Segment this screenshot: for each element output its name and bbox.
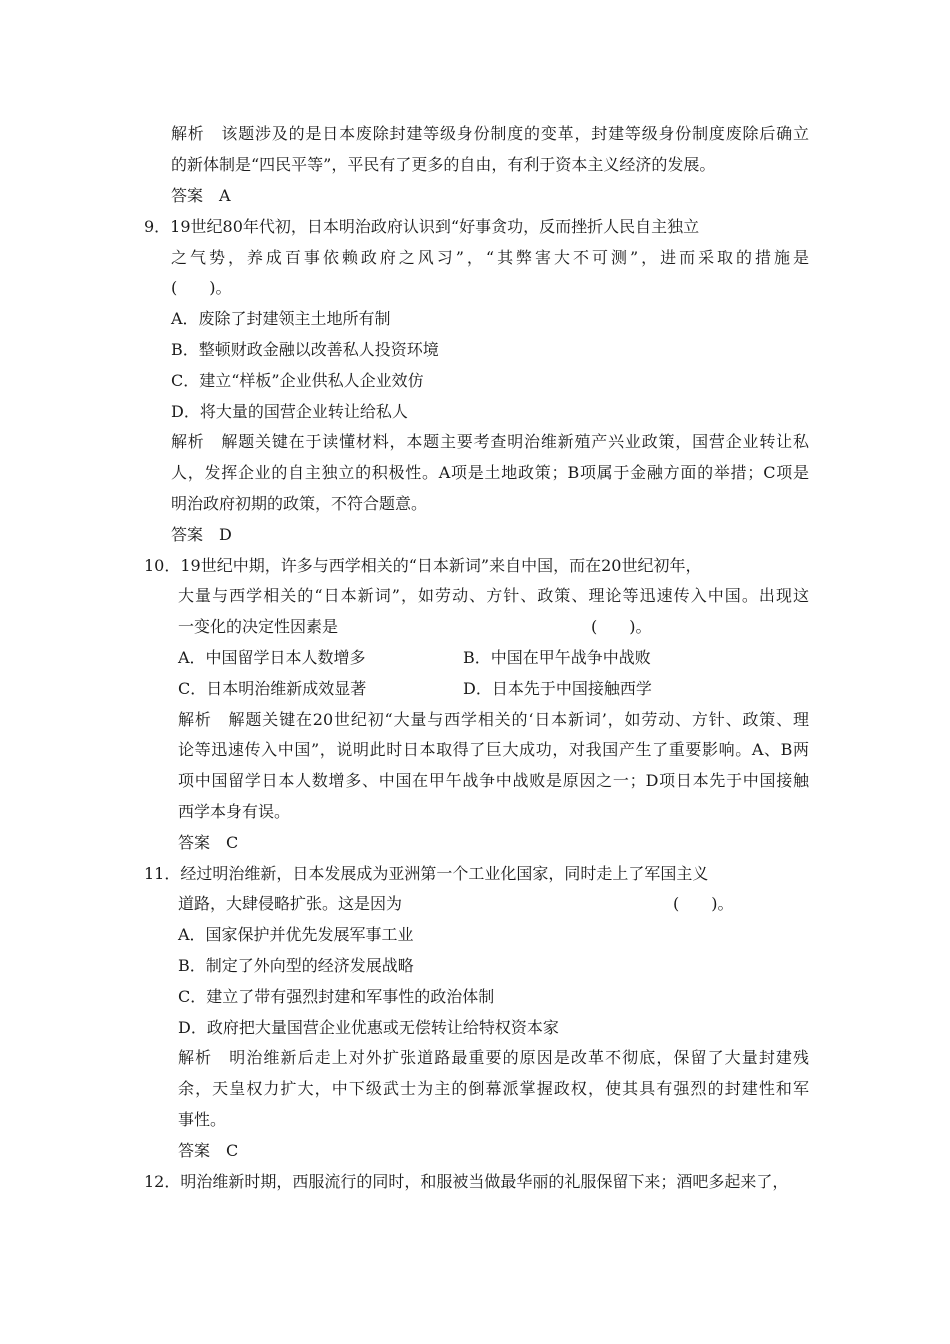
q11-answer-blank: ( )。: [673, 894, 734, 913]
q11-answer: 答案 C: [178, 1141, 239, 1160]
q11-stem-line-2: 道路，大肆侵略扩张。这是因为: [178, 894, 403, 913]
q10-answer: 答案 C: [178, 833, 239, 852]
q11-analysis-line-3: 事性。: [178, 1110, 227, 1129]
q10-answer-blank: ( )。: [591, 617, 652, 636]
q10-analysis-line-2: 论等迅速传入中国”，说明此时日本取得了巨大成功，对我国产生了重要影响。A、B两: [178, 740, 809, 759]
q10-analysis-line-3: 项中国留学日本人数增多、中国在甲午战争中战败是原因之一；D项日本先于中国接触: [178, 771, 809, 790]
q9-option-b: B．整顿财政金融以改善私人投资环境: [171, 340, 439, 359]
q10-stem-line-2: 大量与西学相关的“日本新词”，如劳动、方针、政策、理论等迅速传入中国。出现这: [178, 586, 809, 605]
q9-analysis-line-2: 人，发挥企业的自主独立的积极性。A项是土地政策；B项属于金融方面的举措；C项是: [171, 463, 809, 482]
q8-answer: 答案 A: [171, 186, 231, 205]
q10-analysis-line-4: 西学本身有误。: [178, 802, 291, 821]
q10-option-b: B．中国在甲午战争中战败: [463, 648, 651, 667]
q10-option-d: D．日本先于中国接触西学: [463, 679, 652, 698]
q10-option-a: A．中国留学日本人数增多: [178, 648, 366, 667]
q9-stem-line-1: 9．19世纪80年代初，日本明治政府认识到“好事贪功，反而挫折人民自主独立: [144, 217, 700, 236]
q11-stem-line-1: 11．经过明治维新，日本发展成为亚洲第一个工业化国家，同时走上了军国主义: [144, 864, 709, 883]
q9-answer-blank: ( )。: [171, 278, 232, 297]
q9-option-a: A．废除了封建领主土地所有制: [171, 309, 391, 328]
q9-stem-line-2: 之气势，养成百事依赖政府之风习”，“其弊害大不可测”，进而采取的措施是: [171, 248, 809, 267]
q11-option-c: C．建立了带有强烈封建和军事性的政治体制: [178, 987, 495, 1006]
q8-analysis-line-2: 的新体制是“四民平等”，平民有了更多的自由，有利于资本主义经济的发展。: [171, 155, 716, 174]
q11-analysis-line-1: 解析 明治维新后走上对外扩张道路最重要的原因是改革不彻底，保留了大量封建残: [178, 1048, 809, 1067]
q8-analysis-line-1: 解析 该题涉及的是日本废除封建等级身份制度的变革，封建等级身份制度废除后确立: [171, 124, 809, 143]
q11-option-b: B．制定了外向型的经济发展战略: [178, 956, 414, 975]
q11-analysis-line-2: 余，天皇权力扩大，中下级武士为主的倒幕派掌握政权，使其具有强烈的封建性和军: [178, 1079, 809, 1098]
q9-analysis-line-1: 解析 解题关键在于读懂材料，本题主要考查明治维新殖产兴业政策，国营企业转让私: [171, 432, 809, 451]
q10-analysis-line-1: 解析 解题关键在20世纪初“大量与西学相关的‘日本新词’，如劳动、方针、政策、理: [178, 710, 809, 729]
q9-option-c: C．建立“样板”企业供私人企业效仿: [171, 371, 424, 390]
q9-answer: 答案 D: [171, 525, 232, 544]
q11-option-d: D．政府把大量国营企业优惠或无偿转让给特权资本家: [178, 1018, 559, 1037]
q10-stem-line-1: 10．19世纪中期，许多与西学相关的“日本新词”来自中国，而在20世纪初年，: [144, 556, 702, 575]
q12-stem-line-1: 12．明治维新时期，西服流行的同时，和服被当做最华丽的礼服保留下来；酒吧多起来了，: [144, 1172, 789, 1191]
q11-option-a: A．国家保护并优先发展军事工业: [178, 925, 414, 944]
q9-analysis-line-3: 明治政府初期的政策，不符合题意。: [171, 494, 428, 513]
q10-option-c: C．日本明治维新成效显著: [178, 679, 367, 698]
q10-stem-line-3: 一变化的决定性因素是: [178, 617, 339, 636]
q9-option-d: D．将大量的国营企业转让给私人: [171, 402, 408, 421]
